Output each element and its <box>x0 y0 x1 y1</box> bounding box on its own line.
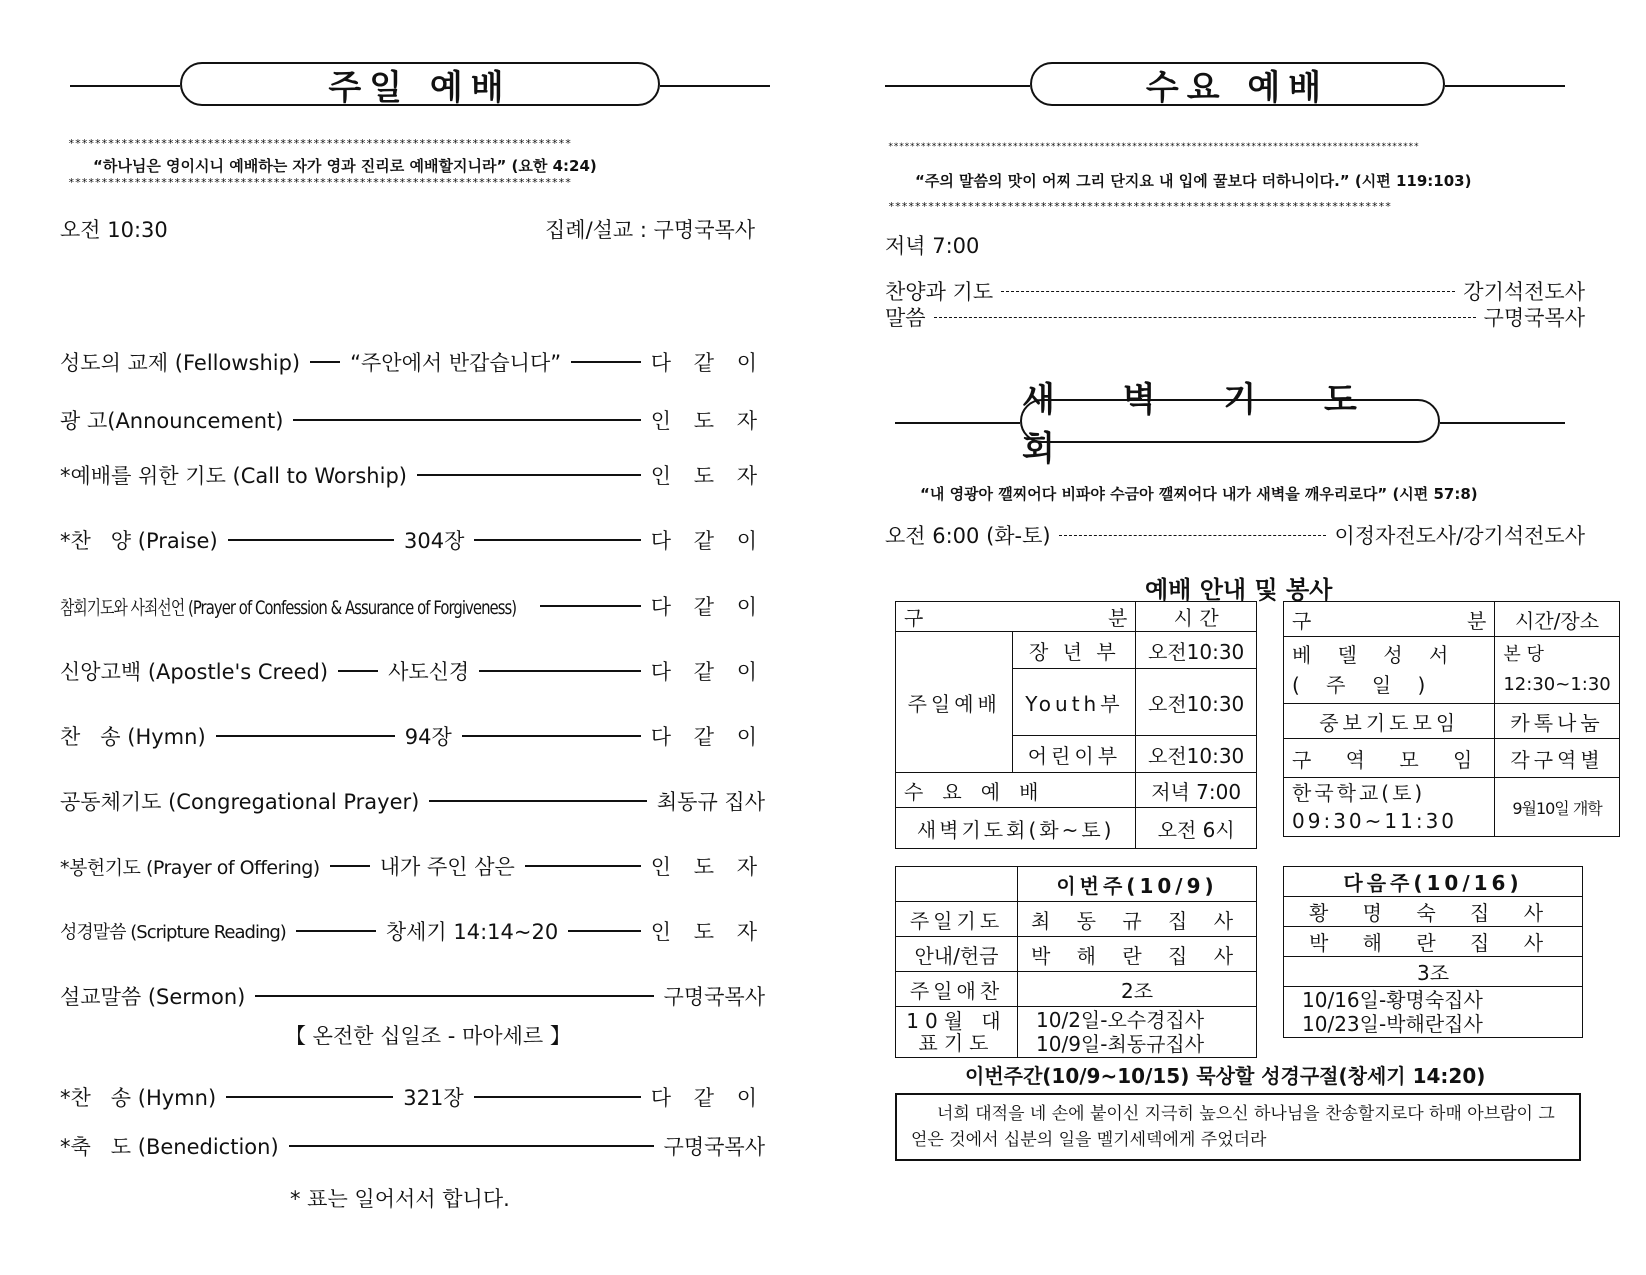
order-who: 인 도 자 <box>650 409 765 433</box>
order-name: *봉헌기도 (Prayer of Offering) <box>60 856 320 879</box>
wednesday-banner <box>885 62 1565 110</box>
order-mid: 내가 주인 삼은 <box>379 855 515 879</box>
service-table-this-week <box>895 866 1257 1058</box>
order-name: *예배를 위한 기도 (Call to Worship) <box>60 464 407 488</box>
leader-line <box>1059 535 1327 536</box>
order-name: 참회기도와 사죄선언 (Prayer of Confession & Assurance of Forgiveness) <box>60 596 517 619</box>
banner-line-right <box>660 85 770 87</box>
table-header: 시간/장소 <box>1495 602 1619 637</box>
table-cell: 장 년 부 <box>1013 632 1136 669</box>
order-who: 인 도 자 <box>650 920 765 944</box>
table-header: 다음주(10/16) <box>1284 867 1583 897</box>
order-item <box>60 347 765 377</box>
order-name: 말씀 <box>885 306 926 330</box>
table-cell: 새벽기도회(화~토) <box>896 808 1136 849</box>
stars-divider: **************************************************************************** <box>68 176 572 189</box>
order-who: 구명국목사 <box>1483 306 1585 330</box>
dawn-banner <box>895 380 1565 469</box>
leader-line <box>228 539 394 541</box>
order-who: 다 같 이 <box>650 595 765 619</box>
dawn-verse: “내 영광아 깰찌어다 비파야 수금아 깰찌어다 내가 새벽을 깨우리로다” (시편 57:8) <box>920 485 1478 503</box>
banner-line-right <box>1445 85 1565 87</box>
prayer-entry: 10/2일-오수경집사 <box>1036 1008 1205 1032</box>
order-who: 구명국목사 <box>663 985 765 1009</box>
banner-line-left <box>70 85 180 87</box>
order-item <box>60 591 765 621</box>
sunday-title: 주일 예배 <box>180 62 660 106</box>
table-cell: 3조 <box>1284 957 1583 987</box>
leader-line <box>293 419 640 421</box>
order-mid: 94장 <box>404 725 452 749</box>
order-name: *찬 양 (Praise) <box>60 529 218 553</box>
order-name: 찬 송 (Hymn) <box>60 725 206 749</box>
order-mid: “주안에서 반갑습니다” <box>350 351 562 375</box>
order-who: 다 같 이 <box>650 529 765 553</box>
leader-line <box>479 670 641 672</box>
order-who: 다 같 이 <box>650 725 766 749</box>
leader-line <box>417 474 641 476</box>
order-mid: 321장 <box>403 1086 464 1110</box>
table-cell: 오전 6시 <box>1136 808 1257 849</box>
prayer-entry: 10/23일-박해란집사 <box>1302 1012 1483 1036</box>
table-header <box>896 602 1136 632</box>
leader-line <box>462 735 641 737</box>
order-item <box>60 656 765 686</box>
table-header <box>1284 602 1495 637</box>
order-who: 인 도 자 <box>650 855 765 879</box>
table-cell: 어린이부 <box>1013 736 1136 773</box>
table-cell: 주일예배 <box>896 632 1013 773</box>
order-item <box>60 981 765 1011</box>
standing-note: * 표는 일어서서 합니다. <box>290 1187 510 1211</box>
service-time: 오전 10:30 <box>60 218 168 242</box>
service-leader: 집례/설교 : 구명국목사 <box>545 218 756 242</box>
table-cell: 오전10:30 <box>1136 669 1257 736</box>
order-name: 성도의 교제 (Fellowship) <box>60 351 301 375</box>
order-item <box>60 916 765 946</box>
schedule-table <box>895 601 1257 849</box>
stars-divider: ************************************************************************************************** <box>888 142 1420 152</box>
order-name: *축 도 (Benediction) <box>60 1135 279 1159</box>
header-label: 분 <box>1107 606 1128 630</box>
order-mid: 304장 <box>404 529 465 553</box>
dawn-who: 이정자전도사/강기석전도사 <box>1334 524 1585 548</box>
table-cell: 최 동 규 집 사 <box>1018 902 1257 937</box>
leader-line <box>568 930 641 932</box>
banner-line-right <box>1440 422 1565 424</box>
wednesday-order-item <box>885 278 1585 304</box>
table-cell: 각구역별 <box>1495 739 1619 778</box>
order-who: 강기석전도사 <box>1463 280 1585 304</box>
header-label: 구 <box>904 606 924 630</box>
leader-line <box>429 800 647 802</box>
order-item <box>60 460 765 490</box>
leader-line <box>474 539 640 541</box>
order-item <box>60 786 765 816</box>
order-who: 최동규 집사 <box>656 790 765 814</box>
table-cell: 카톡나눔 <box>1495 704 1619 739</box>
service-table-next-week <box>1283 866 1583 1038</box>
leader-line <box>255 995 653 997</box>
order-mid: 창세기 14:14~20 <box>385 920 559 944</box>
table-cell: 중보기도모임 <box>1284 704 1495 739</box>
dawn-time: 오전 6:00 (화-토) <box>885 524 1051 548</box>
wednesday-title: 수요 예배 <box>1030 62 1445 106</box>
leader-line <box>330 865 370 867</box>
table-cell: 수 요 예 배 <box>896 773 1136 808</box>
order-who: 다 같 이 <box>650 1086 765 1110</box>
table-cell: 저녁 7:00 <box>1136 773 1257 808</box>
header-label: 분 <box>1467 608 1487 633</box>
table-cell: 베 델 성 서 ( 주 일 ) <box>1284 637 1495 704</box>
table-cell: 박 해 란 집 사 <box>1284 927 1583 957</box>
sunday-banner <box>70 62 770 110</box>
memory-verse-text: 너희 대적을 네 손에 붙이신 지극히 높으신 하나님을 찬송할지로다 하매 아브람이 그 얻은 것에서 십분의 일을 멜기세덱에게 주었더라 <box>911 1104 1555 1150</box>
order-name: 성경말씀 (Scripture Reading) <box>60 922 286 943</box>
table-cell: Youth부 <box>1013 669 1136 736</box>
table-cell: 박 해 란 집 사 <box>1018 937 1257 972</box>
table-header: 이번주(10/9) <box>1018 867 1257 902</box>
leader-line <box>934 317 1476 318</box>
order-item <box>60 1082 765 1112</box>
banner-line-left <box>885 85 1030 87</box>
order-item <box>60 721 765 751</box>
table-cell: 9월10일 개학 <box>1495 778 1619 837</box>
leader-line <box>216 735 395 737</box>
table-cell: 주일기도 <box>896 902 1018 937</box>
order-mid: 사도신경 <box>388 660 470 684</box>
table-cell <box>896 867 1018 902</box>
header-label: 구 <box>1292 608 1312 633</box>
order-who: 구명국목사 <box>663 1135 765 1159</box>
table-cell: 한국학교(토) 09:30~11:30 <box>1284 778 1495 837</box>
order-name: 신앙고백 (Apostle's Creed) <box>60 660 329 684</box>
leader-line <box>525 865 641 867</box>
table-cell: 오전10:30 <box>1136 632 1257 669</box>
table-cell <box>1018 1007 1257 1058</box>
memory-verse-box <box>895 1093 1581 1161</box>
leader-line <box>1001 291 1455 292</box>
table-cell: 본 당 12:30~1:30 <box>1495 637 1619 704</box>
table-cell: 황 명 숙 집 사 <box>1284 897 1583 927</box>
leader-line <box>226 1096 393 1098</box>
dawn-title: 새 벽 기 도 회 <box>1020 399 1440 443</box>
table-cell: 주일애찬 <box>896 972 1018 1007</box>
table-cell <box>1284 987 1583 1038</box>
order-item <box>60 1131 765 1161</box>
sermon-title: 【 온전한 십일조 - 마아세르 】 <box>285 1024 571 1048</box>
banner-line-left <box>895 422 1020 424</box>
leader-line <box>289 1145 654 1147</box>
leader-line <box>540 605 641 607</box>
order-name: 설교말씀 (Sermon) <box>60 985 246 1009</box>
order-who: 다 같 이 <box>650 660 765 684</box>
guide-title: 예배 안내 및 봉사 <box>1145 576 1333 604</box>
sunday-verse: “하나님은 영이시니 예배하는 자가 영과 진리로 예배할지니라” (요한 4:24) <box>93 157 597 175</box>
wednesday-verse: “주의 말씀의 맛이 어찌 그리 단지요 내 입에 꿀보다 더하니이다.” (시편 119:103) <box>915 172 1472 190</box>
prayer-entry: 10/16일-황명숙집사 <box>1302 988 1483 1012</box>
leader-line <box>571 361 641 363</box>
memory-verse-title: 이번주간(10/9~10/15) 묵상할 성경구절(창세기 14:20) <box>965 1064 1486 1088</box>
table-cell: 10월 대표기도 <box>896 1007 1018 1058</box>
wednesday-time: 저녁 7:00 <box>885 234 980 258</box>
leader-line <box>474 1096 641 1098</box>
order-item <box>60 851 765 881</box>
order-name: *찬 송 (Hymn) <box>60 1086 217 1110</box>
order-item <box>60 405 765 435</box>
order-who: 인 도 자 <box>650 464 765 488</box>
stars-divider: **************************************************************************** <box>888 200 1392 213</box>
dawn-order-item <box>885 522 1585 548</box>
wednesday-order-item <box>885 304 1585 330</box>
leader-line <box>310 361 340 363</box>
order-who: 다 같 이 <box>650 351 765 375</box>
table-cell: 오전10:30 <box>1136 736 1257 773</box>
order-item <box>60 525 765 555</box>
leader-line <box>296 930 376 932</box>
program-table <box>1283 601 1620 837</box>
prayer-entry: 10/9일-최동규집사 <box>1036 1032 1205 1056</box>
order-name: 공동체기도 (Congregational Prayer) <box>60 790 420 814</box>
order-name: 광 고(Announcement) <box>60 409 284 433</box>
table-cell: 2조 <box>1018 972 1257 1007</box>
stars-divider: **************************************************************************** <box>68 137 572 150</box>
table-cell: 안내/헌금 <box>896 937 1018 972</box>
leader-line <box>338 670 378 672</box>
order-name: 찬양과 기도 <box>885 280 994 304</box>
table-cell: 구 역 모 임 <box>1284 739 1495 778</box>
table-header: 시 간 <box>1136 602 1257 632</box>
